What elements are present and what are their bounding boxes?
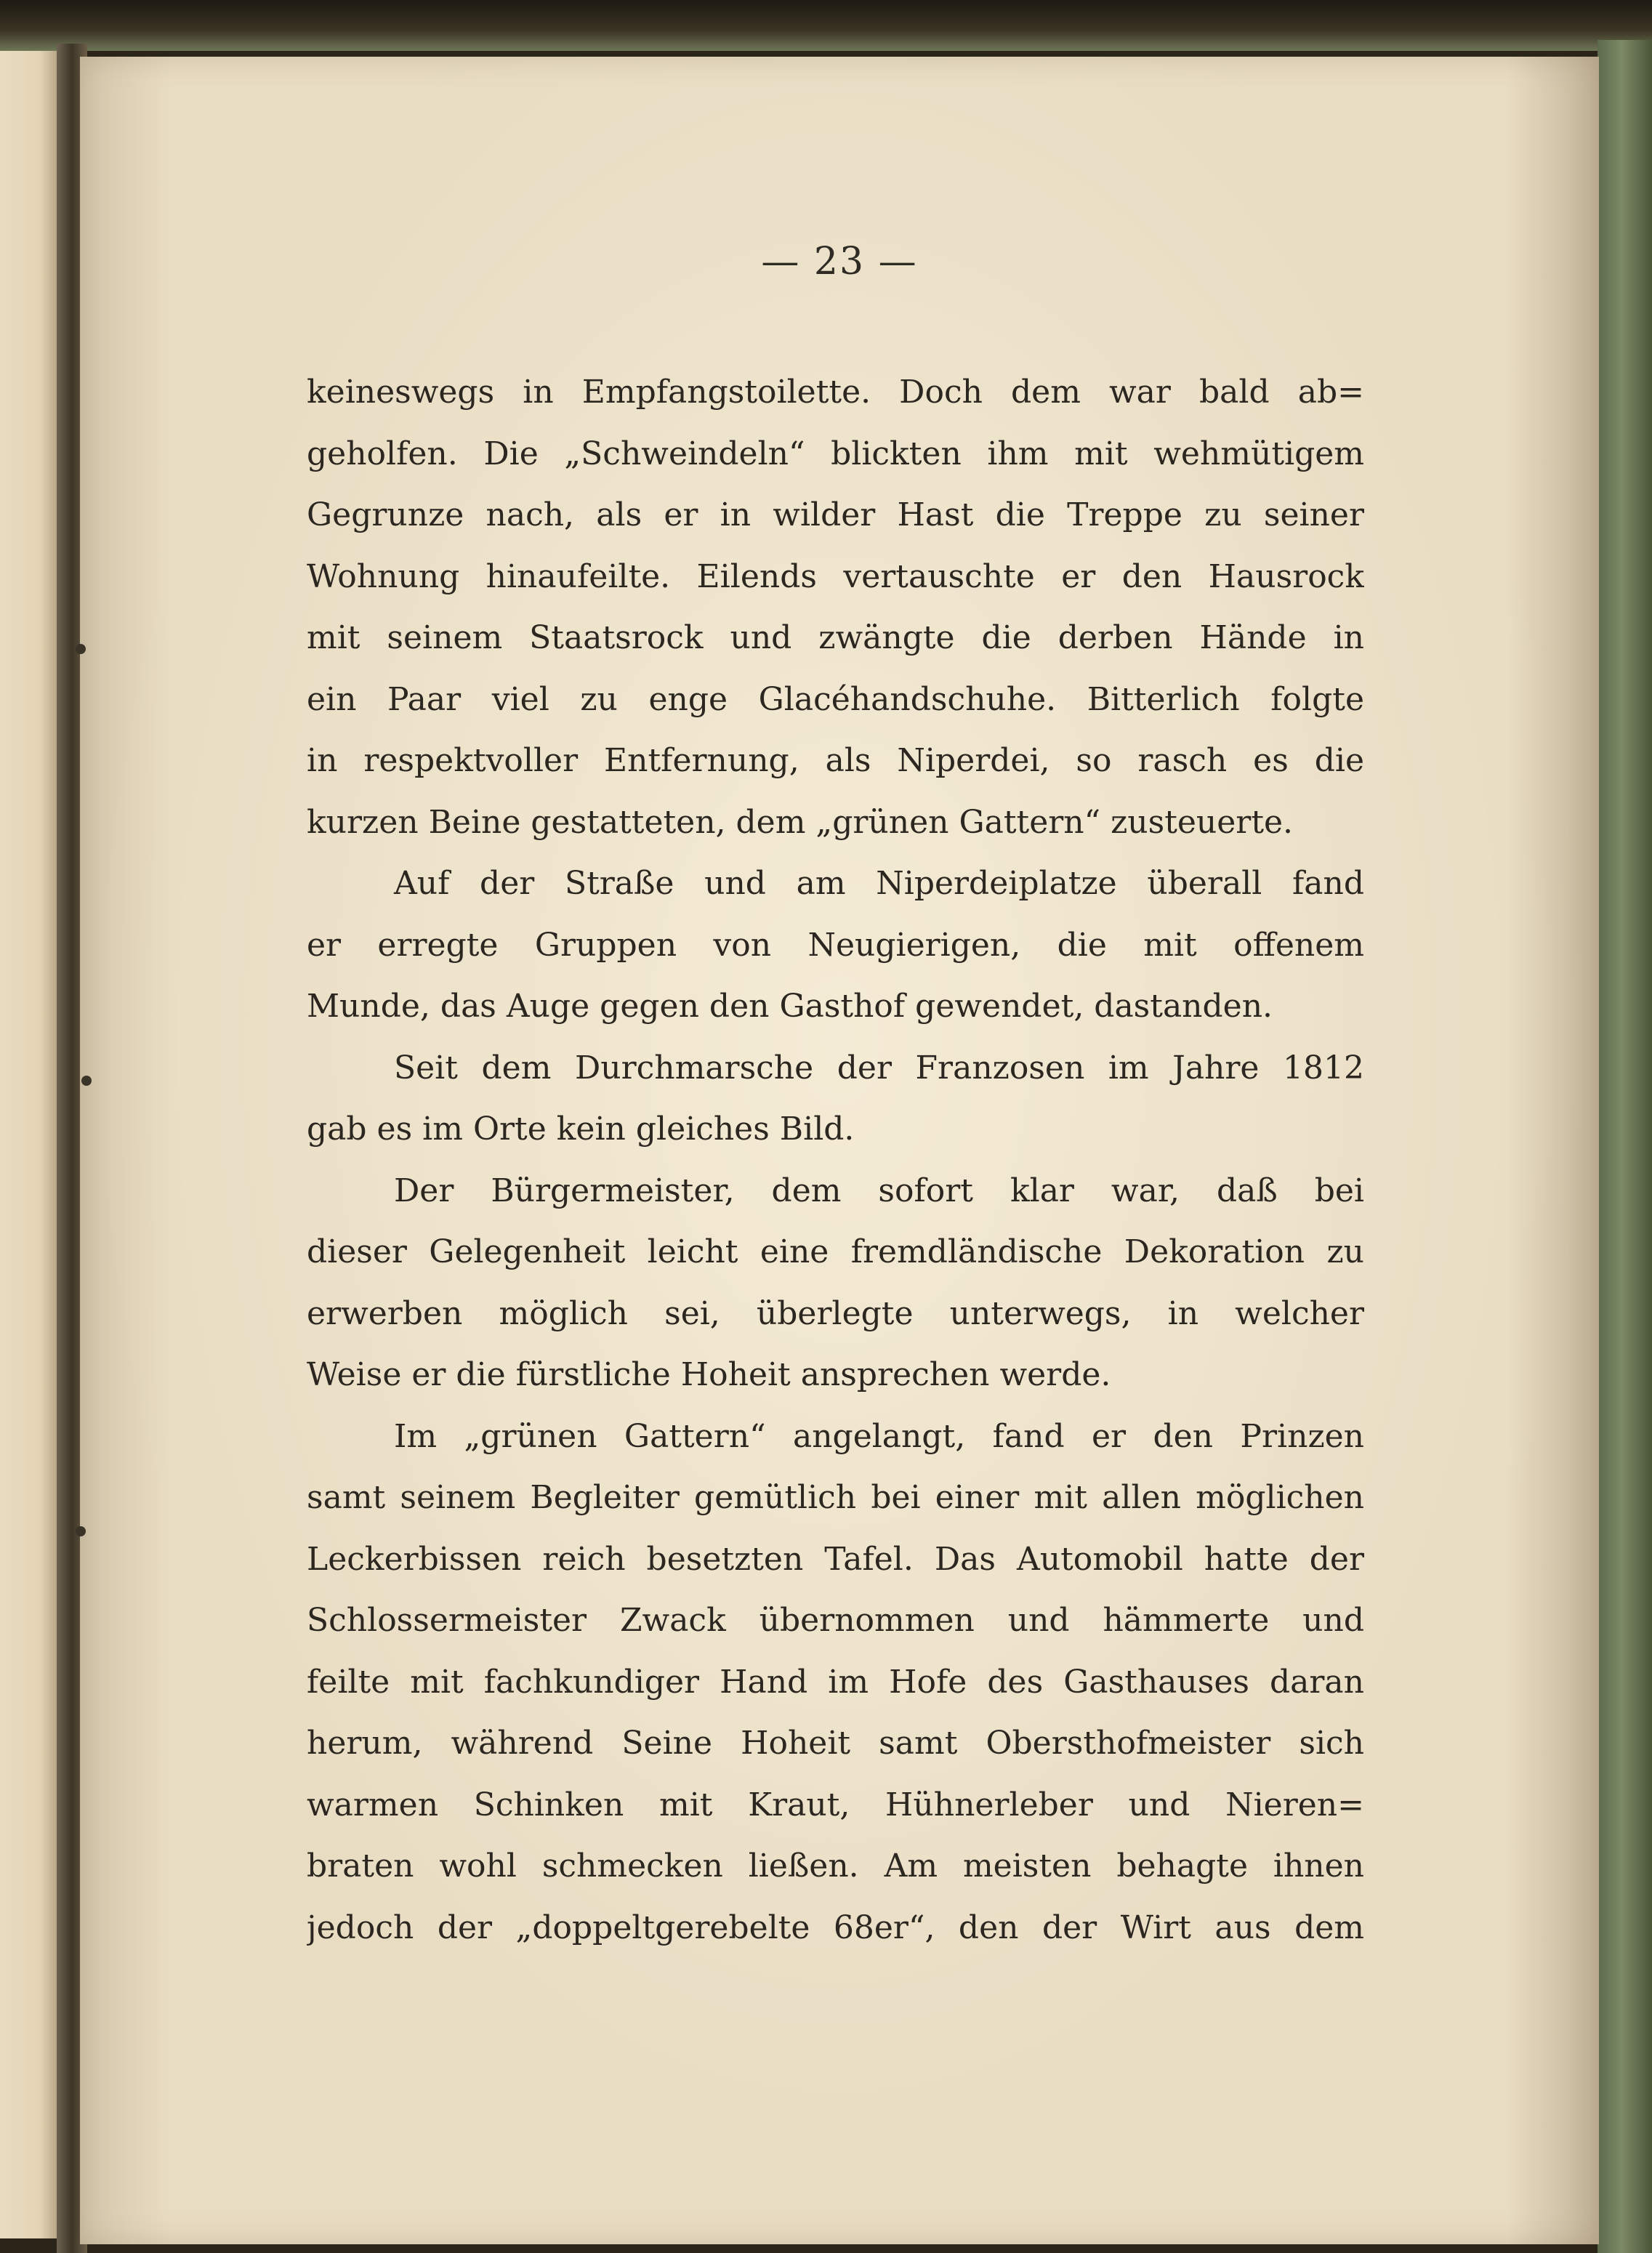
- text-line: mit seinem Staatsrock und zwängte die derben Hände in: [307, 619, 1364, 656]
- text-line: Auf der Straße und am Niperdeiplatze überall fand: [394, 865, 1364, 902]
- text-line: kurzen Beine gestatteten, dem „grünen Gattern“ zusteuerte.: [307, 803, 1294, 841]
- text-line: erwerben möglich sei, überlegte unterwegs, in welcher: [307, 1294, 1364, 1332]
- left-page-edge: [0, 51, 57, 2238]
- text-line: gab es im Orte kein gleiches Bild.: [307, 1111, 855, 1148]
- page-text: [307, 362, 1364, 1959]
- text-line: Im „grünen Gattern“ angelangt, fand er den Prinzen: [394, 1417, 1364, 1455]
- binding-thread-mark: [76, 644, 86, 654]
- text-line: warmen Schinken mit Kraut, Hühnerleber und Nieren=: [307, 1786, 1364, 1823]
- text-line: keineswegs in Empfangstoilette. Doch dem war bald ab=: [307, 374, 1364, 411]
- text-line: jedoch der „doppeltgerebelte 68er“, den der Wirt aus dem: [307, 1909, 1364, 1946]
- text-line: Wohnung hinaufeilte. Eilends vertauschte er den Hausrock: [307, 557, 1364, 595]
- text-line: Munde, das Auge gegen den Gasthof gewendet, dastanden.: [307, 988, 1273, 1025]
- text-line: herum, während Seine Hoheit samt Obersthofmeister sich: [307, 1725, 1364, 1762]
- text-line: in respektvoller Entfernung, als Niperdei, so rasch es die: [307, 742, 1364, 779]
- text-line: Schlossermeister Zwack übernommen und hämmerte und: [307, 1602, 1364, 1639]
- text-line: Leckerbissen reich besetzten Tafel. Das Automobil hatte der: [307, 1540, 1364, 1578]
- text-line: Der Bürgermeister, dem sofort klar war, daß bei: [394, 1172, 1364, 1209]
- text-line: Seit dem Durchmarsche der Franzosen im Jahre 1812: [394, 1049, 1364, 1087]
- text-line: ein Paar viel zu enge Glacéhandschuhe. Bitterlich folgte: [307, 680, 1364, 718]
- text-line: er erregte Gruppen von Neugierigen, die mit offenem: [307, 926, 1364, 964]
- binding-thread-mark: [81, 1076, 92, 1086]
- book-cover-right: [1597, 40, 1652, 2253]
- text-line: Weise er die fürstliche Hoheit ansprechen werde.: [307, 1356, 1111, 1393]
- text-line: Gegrunze nach, als er in wilder Hast die Treppe zu seiner: [307, 496, 1364, 533]
- text-line: feilte mit fachkundiger Hand im Hofe des Gasthauses daran: [307, 1663, 1364, 1701]
- text-line: geholfen. Die „Schweindeln“ blickten ihm mit wehmütigem: [307, 435, 1364, 472]
- text-line: dieser Gelegenheit leicht eine fremdländische Dekoration zu: [307, 1233, 1364, 1270]
- book-cover-top: [0, 0, 1652, 51]
- binding-thread-mark: [76, 1526, 86, 1536]
- text-line: samt seinem Begleiter gemütlich bei einer mit allen möglichen: [307, 1479, 1364, 1516]
- text-line: braten wohl schmecken ließen. Am meisten behagte ihnen: [307, 1847, 1364, 1885]
- page-number: — 23 —: [761, 240, 918, 283]
- book-page: [80, 57, 1599, 2244]
